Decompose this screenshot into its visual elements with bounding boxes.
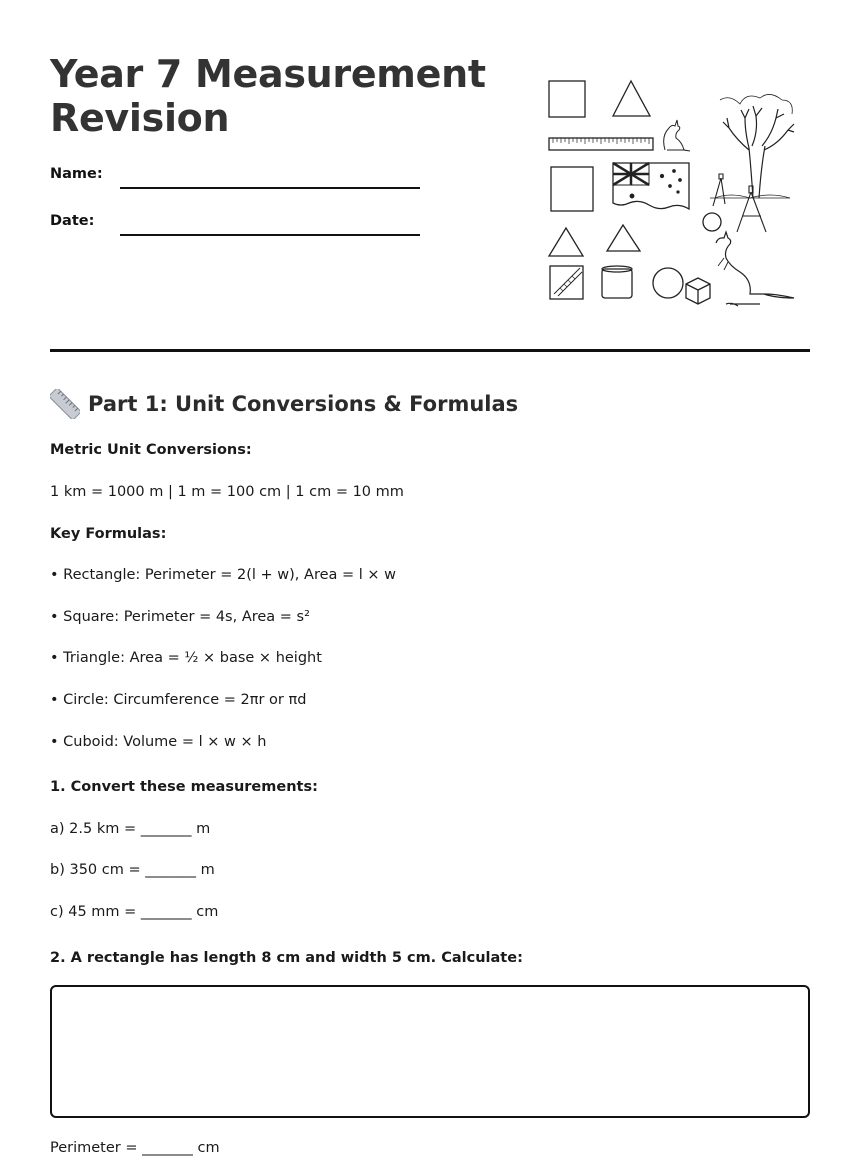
question-1-heading: 1. Convert these measurements: xyxy=(50,779,318,795)
formula-item: • Triangle: Area = ½ × base × height xyxy=(50,650,322,666)
formula-item: • Square: Perimeter = 4s, Area = s² xyxy=(50,609,310,625)
triangle-shape-icon-3 xyxy=(607,225,640,251)
answer-box[interactable] xyxy=(50,985,810,1118)
ruler-icon xyxy=(50,389,80,419)
tree-icon xyxy=(710,94,794,198)
worksheet-title: Year 7 Measurement Revision xyxy=(50,52,486,140)
sphere-icon xyxy=(653,268,683,298)
perimeter-answer-line: Perimeter = _______ cm xyxy=(50,1140,220,1156)
square-shape-icon xyxy=(549,81,585,117)
section-heading xyxy=(50,389,518,419)
name-field[interactable] xyxy=(120,187,420,189)
cylinder-icon xyxy=(602,266,632,298)
measurement-clipart xyxy=(540,68,810,313)
circle-shape-icon xyxy=(703,213,721,231)
formulas-heading: Key Formulas: xyxy=(50,526,167,542)
set-square-icon xyxy=(550,266,583,299)
cube-icon xyxy=(686,278,710,304)
question-1-item: c) 45 mm = _______ cm xyxy=(50,904,219,920)
date-label: Date: xyxy=(50,213,95,229)
australian-flag-icon xyxy=(613,163,689,209)
formula-item: • Circle: Circumference = 2πr or πd xyxy=(50,692,307,708)
formula-item: • Rectangle: Perimeter = 2(l + w), Area = l × w xyxy=(50,567,397,583)
formula-item: • Cuboid: Volume = l × w × h xyxy=(50,734,267,750)
triangle-shape-icon-2 xyxy=(549,228,583,256)
date-field[interactable] xyxy=(120,234,420,236)
question-2-heading: 2. A rectangle has length 8 cm and width 5 cm. Calculate: xyxy=(50,950,523,966)
small-kangaroo-icon xyxy=(664,120,690,151)
kangaroo-icon xyxy=(716,232,794,306)
question-1-item: a) 2.5 km = _______ m xyxy=(50,821,211,837)
square-shape-icon-2 xyxy=(551,167,593,211)
conversions-heading: Metric Unit Conversions: xyxy=(50,442,252,458)
name-label: Name: xyxy=(50,166,103,182)
conversions-text: 1 km = 1000 m | 1 m = 100 cm | 1 cm = 10 mm xyxy=(50,484,404,500)
section-title-text: Part 1: Unit Conversions & Formulas xyxy=(88,392,519,416)
question-1-item: b) 350 cm = _______ m xyxy=(50,862,215,878)
header-divider xyxy=(50,349,810,352)
ruler-strip-icon xyxy=(549,138,653,150)
triangle-shape-icon xyxy=(613,81,650,116)
